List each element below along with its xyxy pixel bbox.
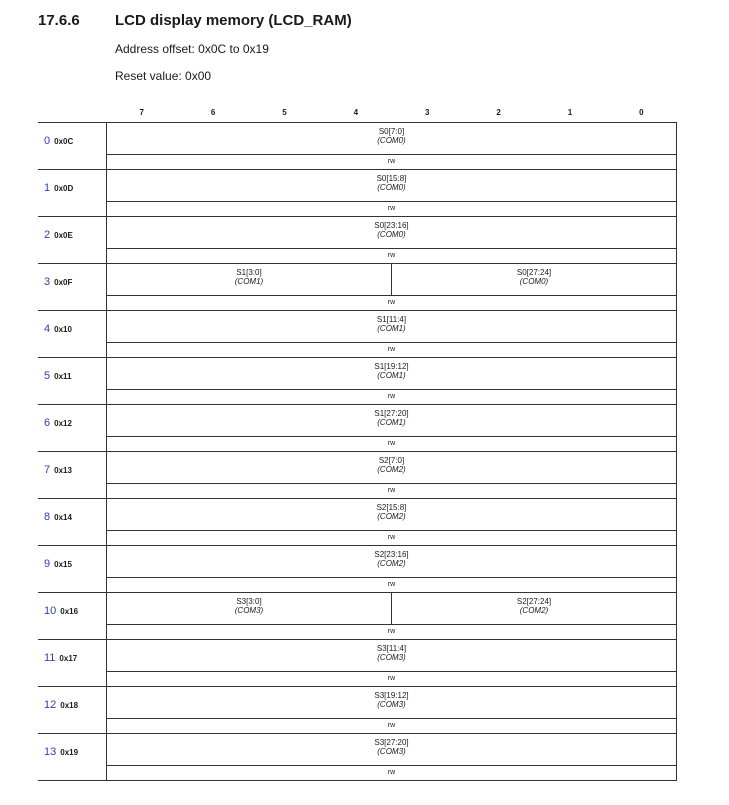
register-address: 0x18: [60, 701, 79, 710]
access-type: rw: [387, 205, 396, 212]
field-com: (COM2): [377, 465, 406, 474]
register-cells: [106, 452, 677, 498]
register-index: 9: [44, 558, 51, 570]
register-label: [44, 276, 72, 288]
access-type: rw: [387, 769, 396, 776]
field-com: (COM1): [234, 277, 264, 286]
register-label: [44, 182, 73, 194]
register-index: 1: [44, 182, 51, 194]
access-type: rw: [387, 581, 396, 588]
field-com: (COM1): [377, 324, 406, 333]
field-name: S1[11:4]: [376, 315, 407, 324]
address-offset-text: Address offset: 0x0C to 0x19: [115, 42, 269, 56]
register-label: [44, 746, 78, 758]
field-name: S0[23:16]: [374, 221, 409, 230]
field-com: (COM3): [377, 747, 406, 756]
register-row: [38, 545, 677, 592]
access-type: rw: [387, 628, 396, 635]
bit-field: [107, 687, 676, 718]
register-row: [38, 216, 677, 263]
field-area: [107, 687, 676, 719]
access-type: rw: [387, 534, 396, 541]
field-com: (COM1): [377, 418, 406, 427]
field-com: (COM0): [377, 136, 406, 145]
field-area: [107, 123, 676, 155]
bit-number: 5: [282, 108, 287, 117]
field-area: [107, 734, 676, 766]
register-index: 5: [44, 370, 51, 382]
register-index: 2: [44, 229, 51, 241]
access-type: rw: [387, 158, 396, 165]
register-label: [44, 558, 72, 570]
field-area: [107, 452, 676, 484]
field-name: S3[3:0]: [236, 597, 262, 606]
register-cells: [106, 687, 677, 733]
register-row: [38, 498, 677, 545]
register-index: 3: [44, 276, 51, 288]
register-address: 0x16: [60, 607, 79, 616]
bit-field: [107, 452, 676, 483]
register-label: [44, 464, 72, 476]
register-label: [44, 135, 73, 147]
register-address: 0x10: [54, 325, 72, 334]
register-label: [44, 652, 77, 664]
register-address: 0x19: [60, 748, 79, 757]
bit-number: 7: [139, 108, 144, 117]
register-label: [44, 323, 72, 335]
field-name: S3[27:20]: [374, 738, 409, 747]
field-area: [107, 546, 676, 578]
field-name: S1[3:0]: [236, 268, 262, 277]
bit-number: 2: [496, 108, 501, 117]
access-type: rw: [387, 675, 396, 682]
register-address: 0x17: [59, 654, 78, 663]
register-address: 0x11: [54, 372, 72, 381]
section-number: 17.6.6: [38, 12, 80, 29]
register-index: 10: [44, 605, 57, 617]
field-name: S0[7:0]: [378, 127, 405, 136]
register-index: 4: [44, 323, 51, 335]
field-area: [107, 170, 676, 202]
field-area: [107, 311, 676, 343]
access-type: rw: [387, 346, 396, 353]
bit-field: [107, 358, 676, 389]
field-com: (COM3): [234, 606, 264, 615]
bit-field: [107, 734, 676, 765]
field-area: [107, 499, 676, 531]
bit-field: [391, 593, 676, 624]
bit-field: [391, 264, 676, 295]
field-com: (COM0): [519, 277, 549, 286]
register-address: 0x0E: [54, 231, 73, 240]
register-label: [44, 370, 71, 382]
bit-number: 6: [210, 108, 216, 117]
field-name: S0[15:8]: [376, 174, 407, 183]
bit-number-header: [106, 108, 677, 122]
register-row: [38, 310, 677, 357]
bit-field: [107, 499, 676, 530]
register-address: 0x13: [54, 466, 72, 475]
register-index: 6: [44, 417, 51, 429]
field-name: S1[19:12]: [374, 362, 409, 371]
field-com: (COM2): [377, 559, 406, 568]
field-name: S1[27:20]: [374, 409, 409, 418]
register-cells: [106, 405, 677, 451]
field-name: S3[19:12]: [374, 691, 409, 700]
field-area: [107, 405, 676, 437]
field-area: [107, 358, 676, 390]
register-label: [44, 605, 78, 617]
register-row: [38, 639, 677, 686]
register-cells: [106, 358, 677, 404]
field-area: [107, 217, 676, 249]
bit-number: 1: [567, 108, 573, 117]
register-index: 12: [44, 699, 57, 711]
access-type: rw: [387, 440, 396, 447]
field-name: S3[11:4]: [376, 644, 407, 653]
field-com: (COM3): [377, 653, 406, 662]
access-type: rw: [387, 299, 396, 306]
register-cells: [106, 264, 677, 310]
access-type: rw: [387, 722, 396, 729]
field-name: S2[7:0]: [378, 456, 405, 465]
section-title: LCD display memory (LCD_RAM): [115, 12, 352, 29]
register-cells: [106, 640, 677, 686]
access-type: rw: [387, 487, 396, 494]
register-address: 0x15: [54, 560, 72, 569]
register-row: [38, 404, 677, 451]
register-cells: [106, 546, 677, 592]
bit-field: [107, 123, 676, 154]
register-table: [38, 122, 677, 781]
field-com: (COM2): [519, 606, 549, 615]
register-cells: [106, 217, 677, 263]
register-cells: [106, 499, 677, 545]
register-label: [44, 229, 73, 241]
register-cells: [106, 311, 677, 357]
register-address: 0x0F: [54, 278, 73, 287]
bit-field: [107, 593, 391, 624]
access-type: rw: [387, 393, 396, 400]
register-cells: [106, 123, 677, 169]
register-index: 13: [44, 746, 57, 758]
register-index: 7: [44, 464, 51, 476]
register-index: 0: [44, 135, 51, 147]
bit-field: [107, 311, 676, 342]
field-name: S2[15:8]: [376, 503, 407, 512]
access-type: rw: [387, 252, 396, 259]
register-row: [38, 357, 677, 404]
bit-field: [107, 264, 391, 295]
register-row: [38, 451, 677, 498]
register-index: 8: [44, 511, 51, 523]
register-row: [38, 122, 677, 169]
register-cells: [106, 734, 677, 780]
bit-number: 3: [424, 108, 430, 117]
register-row: [38, 592, 677, 639]
field-com: (COM3): [377, 700, 406, 709]
register-row: [38, 686, 677, 733]
register-label: [44, 417, 72, 429]
register-row: [38, 263, 677, 310]
field-com: (COM0): [377, 183, 406, 192]
reset-value-text: Reset value: 0x00: [115, 69, 212, 83]
field-com: (COM2): [377, 512, 406, 521]
bit-field: [107, 170, 676, 201]
register-address: 0x0C: [54, 137, 74, 146]
register-row: [38, 169, 677, 216]
bit-field: [107, 546, 676, 577]
field-area: [107, 264, 676, 296]
bit-field: [107, 405, 676, 436]
register-label: [44, 699, 78, 711]
field-area: [107, 640, 676, 672]
register-address: 0x12: [54, 419, 72, 428]
register-label: [44, 511, 72, 523]
register-address: 0x0D: [54, 184, 74, 193]
field-name: S0[27:24]: [516, 268, 552, 277]
field-com: (COM0): [377, 230, 406, 239]
register-index: 11: [44, 652, 56, 664]
register-address: 0x14: [54, 513, 72, 522]
register-cells: [106, 170, 677, 216]
bit-field: [107, 640, 676, 671]
field-com: (COM1): [377, 371, 406, 380]
bit-field: [107, 217, 676, 248]
field-name: S2[27:24]: [516, 597, 552, 606]
field-name: S2[23:16]: [374, 550, 409, 559]
field-area: [107, 593, 676, 625]
bit-number: 4: [353, 108, 359, 117]
bit-number: 0: [639, 108, 644, 117]
register-cells: [106, 593, 677, 639]
register-row: [38, 733, 677, 781]
